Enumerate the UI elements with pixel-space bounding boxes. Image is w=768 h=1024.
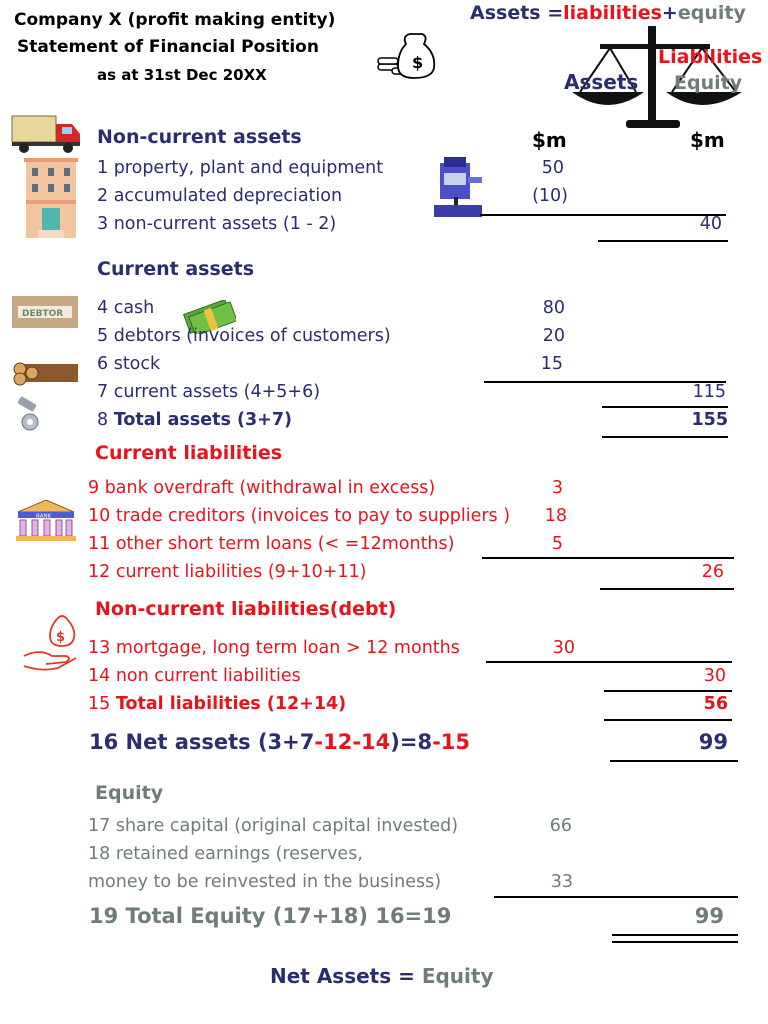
scale-liabilities: Liabilities (658, 46, 763, 68)
row-11-label: 11 other short term loans (< =12months) (88, 534, 455, 554)
row-6-value: 15 (540, 354, 563, 374)
row-10-value: 18 (544, 506, 567, 526)
company-title: Company X (profit making entity) (14, 10, 336, 30)
row-7-label: 7 current assets (4+5+6) (97, 382, 321, 402)
loan-hand-icon (22, 612, 80, 672)
double-underline-bottom (612, 941, 738, 943)
double-underline-top (612, 934, 738, 936)
row-10-label: 10 trade creditors (invoices to pay to suppliers ) (88, 506, 511, 526)
svg-text:$: $ (56, 630, 66, 645)
section-current-assets: Current assets (97, 258, 255, 280)
row-2-label: 2 accumulated depreciation (97, 186, 343, 206)
logs-icon (10, 360, 82, 386)
row-11-value: 5 (551, 534, 563, 554)
divider (602, 406, 728, 408)
row-13-label: 13 mortgage, long term loan > 12 months (88, 638, 460, 658)
statement-date: as at 31st Dec 20XX (97, 66, 267, 84)
row-16-label: 16 Net assets (3+7-12-14)=8-15 (89, 730, 471, 754)
row-14-value: 30 (703, 666, 726, 686)
scale-equity: Equity (674, 72, 743, 94)
row-6-label: 6 stock (97, 354, 161, 374)
row-17-label: 17 share capital (original capital invested) (88, 816, 459, 836)
statement-title: Statement of Financial Position (17, 37, 319, 57)
row-8-label: 8 Total assets (3+7) (97, 410, 293, 430)
divider (494, 896, 738, 898)
divider (610, 760, 738, 762)
divider (600, 588, 734, 590)
bolt-nut-icon (14, 396, 46, 432)
section-noncurrent-liabilities: Non-current liabilities(debt) (95, 598, 397, 620)
svg-text:BANK: BANK (36, 513, 52, 520)
row-17-value: 66 (549, 816, 572, 836)
divider (486, 661, 732, 663)
row-1-value: 50 (541, 158, 564, 178)
row-3-label: 3 non-current assets (1 - 2) (97, 214, 337, 234)
row-5-label: 5 debtors (invoices of customers) (97, 326, 391, 346)
row-18-label-line1: 18 retained earnings (reserves, (88, 844, 363, 864)
row-8-value: 155 (691, 410, 728, 430)
section-equity: Equity (95, 782, 164, 804)
row-3-value: 40 (699, 214, 722, 234)
building-icon (24, 156, 78, 240)
row-16-value: 99 (698, 730, 728, 754)
unit-col1: $m (532, 128, 567, 152)
divider (604, 690, 732, 692)
row-13-value: 30 (552, 638, 575, 658)
divider (602, 436, 728, 438)
equation: Assets =liabilities+equity (470, 2, 746, 24)
row-7-value: 115 (692, 382, 726, 402)
row-4-value: 80 (542, 298, 565, 318)
row-2-value: (10) (532, 186, 568, 206)
row-12-label: 12 current liabilities (9+10+11) (88, 562, 367, 582)
divider (482, 557, 734, 559)
bank-icon (12, 498, 80, 544)
row-4-label: 4 cash (97, 298, 155, 318)
row-9-value: 3 (551, 478, 563, 498)
debtor-sign-icon (12, 296, 78, 328)
row-14-label: 14 non current liabilities (88, 666, 301, 686)
scale-assets: Assets (564, 70, 639, 94)
row-19-label: 19 Total Equity (17+18) 16=19 (89, 904, 452, 928)
row-18-label-line2: money to be reinvested in the business) (88, 872, 442, 892)
row-15-value: 56 (703, 694, 728, 714)
footer-equation: Net Assets = Equity (270, 964, 494, 988)
section-current-liabilities: Current liabilities (95, 442, 283, 464)
svg-text:$: $ (412, 53, 424, 72)
svg-text:DEBTOR: DEBTOR (22, 309, 64, 319)
machine-icon (430, 155, 486, 221)
divider (598, 240, 728, 242)
unit-col2: $m (690, 128, 725, 152)
row-18-value: 33 (550, 872, 573, 892)
divider (604, 719, 732, 721)
row-1-label: 1 property, plant and equipment (97, 158, 384, 178)
truck-icon (10, 114, 82, 156)
row-12-value: 26 (701, 562, 724, 582)
money-bag-icon (374, 30, 438, 82)
section-noncurrent-assets: Non-current assets (97, 126, 302, 148)
row-5-value: 20 (542, 326, 565, 346)
row-15-label: 15 Total liabilities (12+14) (88, 694, 347, 714)
row-19-value: 99 (694, 904, 724, 928)
row-9-label: 9 bank overdraft (withdrawal in excess) (88, 478, 436, 498)
